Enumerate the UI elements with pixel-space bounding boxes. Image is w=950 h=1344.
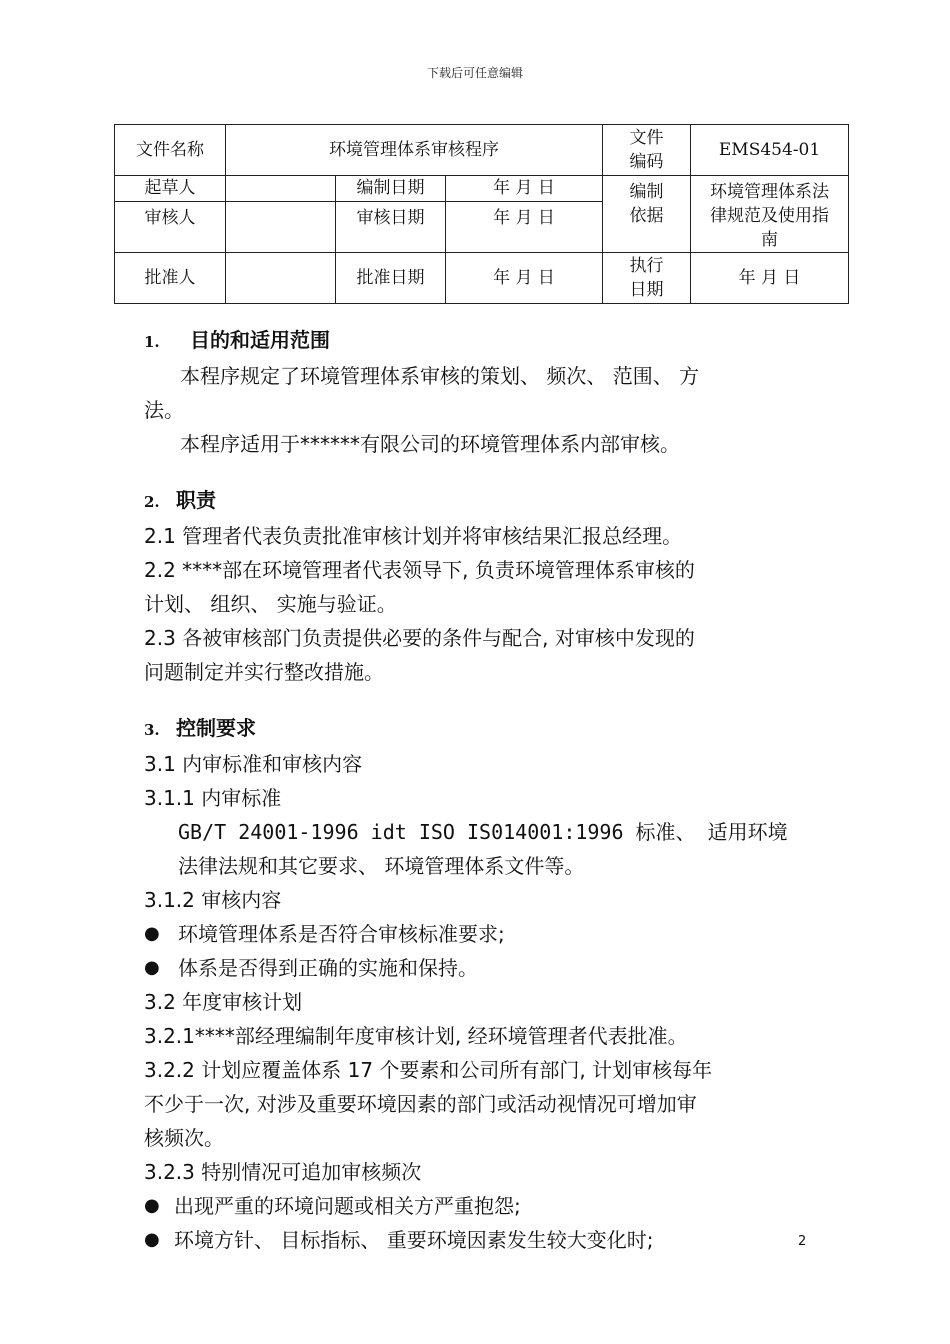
bullet-text: 出现严重的环境问题或相关方严重抱怨; bbox=[174, 1194, 521, 1218]
approve-date-value: 年 月 日 bbox=[446, 253, 603, 304]
list-item: 法律法规和其它要求、 环境管理体系文件等。 bbox=[178, 854, 585, 878]
review-date-value: 年 月 日 bbox=[446, 201, 603, 252]
standard-text: GB/T 24001-1996 idt ISO IS014001:1996 标准、 适用环境 bbox=[178, 820, 788, 844]
list-item: 2.1 管理者代表负责批准审核计划并将审核结果汇报总经理。 bbox=[144, 524, 683, 548]
bullet-item bbox=[144, 1223, 814, 1257]
bullet-item bbox=[144, 951, 814, 985]
bullet-icon: ● bbox=[144, 1195, 160, 1216]
section-3-title: 控制要求 bbox=[176, 716, 256, 740]
file-name-value: 环境管理体系审核程序 bbox=[226, 125, 603, 176]
page-header: 下载后可任意编辑 bbox=[426, 66, 523, 80]
drafter-value bbox=[226, 176, 336, 202]
section-1-paragraph-cont: 法。 bbox=[144, 398, 184, 422]
list-item: 3.2 年度审核计划 bbox=[144, 990, 303, 1014]
list-item: 3.2.3 特别情况可追加审核频次 bbox=[144, 1160, 422, 1184]
list-item bbox=[144, 815, 814, 849]
file-code-label: 文件编码 bbox=[603, 125, 691, 176]
bullet-text: 体系是否得到正确的实施和保持。 bbox=[178, 956, 478, 980]
list-item: 不少于一次, 对涉及重要环境因素的部门或活动视情况可增加审 bbox=[144, 1092, 697, 1116]
section-1-scope: 本程序适用于******有限公司的环境管理体系内部审核。 bbox=[180, 432, 680, 456]
bullet-icon: ● bbox=[144, 923, 160, 944]
reviewer-label: 审核人 bbox=[115, 201, 226, 252]
compile-date-value: 年 月 日 bbox=[446, 176, 603, 202]
file-name-label: 文件名称 bbox=[115, 125, 226, 176]
document-body bbox=[144, 323, 814, 1257]
section-2-title: 职责 bbox=[176, 488, 216, 512]
list-item: 3.2.1****部经理编制年度审核计划, 经环境管理者代表批准。 bbox=[144, 1024, 688, 1048]
list-item: 计划、 组织、 实施与验证。 bbox=[144, 592, 397, 616]
basis-label: 编制依据 bbox=[603, 176, 691, 253]
bullet-text: 环境方针、 目标指标、 重要环境因素发生较大变化时; bbox=[174, 1228, 654, 1252]
approver-label: 批准人 bbox=[115, 253, 226, 304]
basis-value: 环境管理体系法律规范及使用指南 bbox=[691, 176, 849, 253]
compile-date-label: 编制日期 bbox=[336, 176, 446, 202]
document-info-table bbox=[114, 124, 849, 304]
review-date-label: 审核日期 bbox=[336, 201, 446, 252]
list-item: 问题制定并实行整改措施。 bbox=[144, 660, 384, 684]
list-item: 核频次。 bbox=[144, 1126, 224, 1150]
list-item: 3.1.2 审核内容 bbox=[144, 888, 282, 912]
list-item: 2.3 各被审核部门负责提供必要的条件与配合, 对审核中发现的 bbox=[144, 626, 695, 650]
section-1-paragraph: 本程序规定了环境管理体系审核的策划、 频次、 范围、 方 bbox=[180, 364, 700, 388]
bullet-text: 环境管理体系是否符合审核标准要求; bbox=[178, 922, 505, 946]
approve-date-label: 批准日期 bbox=[336, 253, 446, 304]
exec-date-value: 年 月 日 bbox=[691, 253, 849, 304]
section-1-number: 1. bbox=[144, 333, 160, 351]
section-2-heading bbox=[144, 483, 814, 519]
exec-date-label: 执行日期 bbox=[603, 253, 691, 304]
section-3-heading bbox=[144, 711, 814, 747]
page-number: 2 bbox=[798, 1234, 807, 1249]
section-1-heading bbox=[144, 323, 814, 359]
section-3-number: 3. bbox=[144, 721, 160, 739]
list-item: 2.2 ****部在环境管理者代表领导下, 负责环境管理体系审核的 bbox=[144, 558, 695, 582]
section-1-title: 目的和适用范围 bbox=[190, 328, 330, 352]
list-item: 3.2.2 计划应覆盖体系 17 个要素和公司所有部门, 计划审核每年 bbox=[144, 1058, 713, 1082]
approver-value bbox=[226, 253, 336, 304]
list-item: 3.1 内审标准和审核内容 bbox=[144, 752, 363, 776]
bullet-item bbox=[144, 1189, 814, 1223]
drafter-label: 起草人 bbox=[115, 176, 226, 202]
bullet-icon: ● bbox=[144, 957, 160, 978]
bullet-icon: ● bbox=[144, 1229, 160, 1250]
file-code-value: EMS454-01 bbox=[691, 125, 849, 176]
bullet-item bbox=[144, 917, 814, 951]
section-2-number: 2. bbox=[144, 493, 160, 511]
list-item: 3.1.1 内审标准 bbox=[144, 786, 282, 810]
reviewer-value bbox=[226, 201, 336, 252]
